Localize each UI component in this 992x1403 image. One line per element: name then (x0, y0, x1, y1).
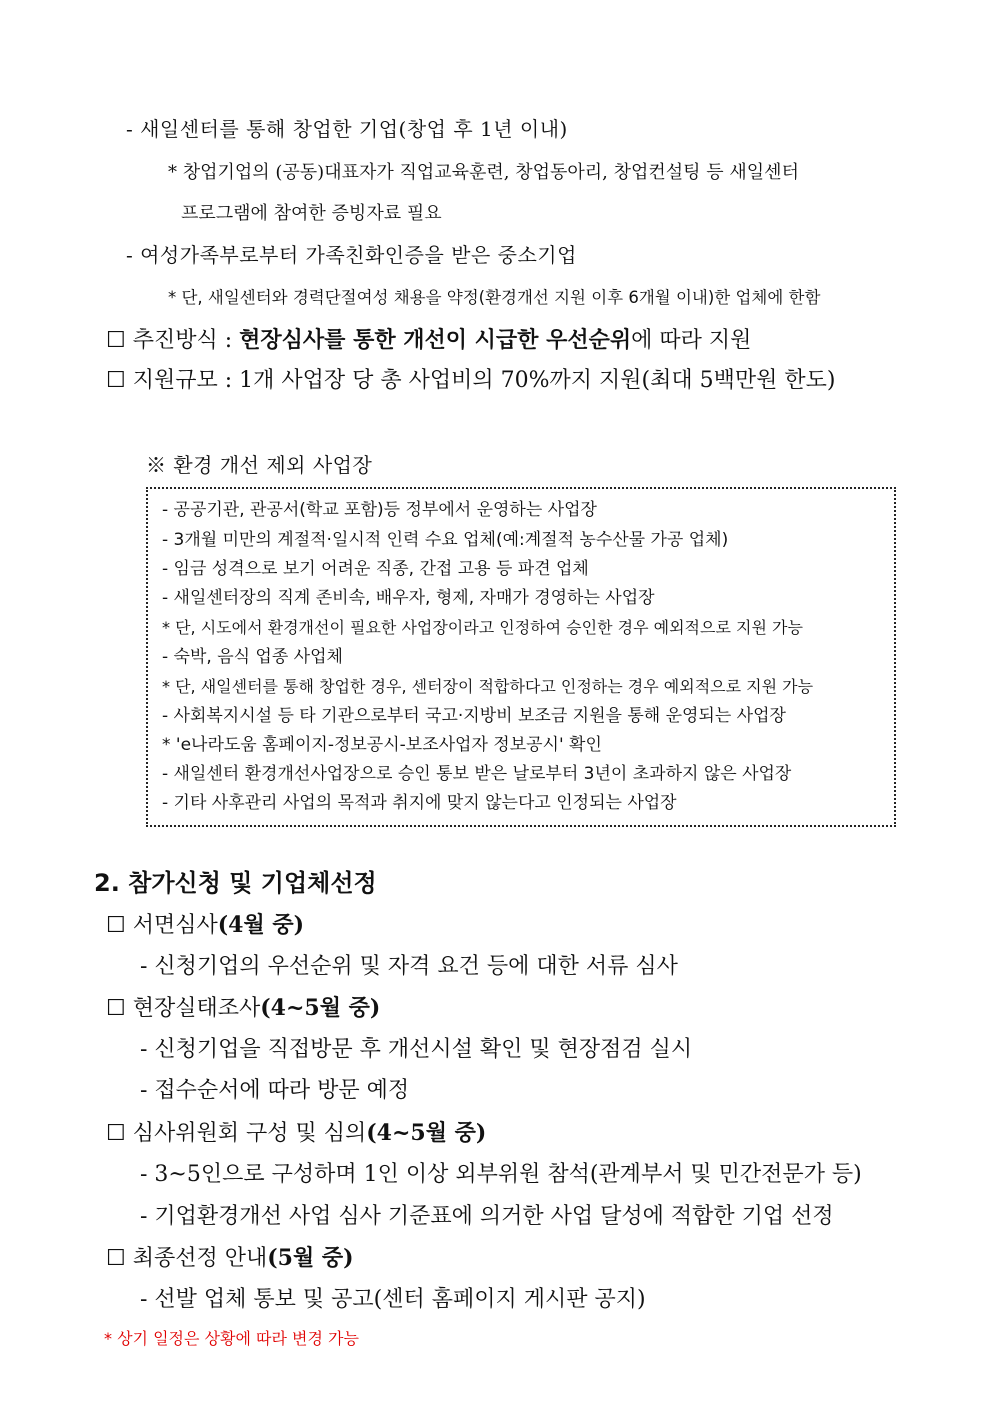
exclusion-item: - 임금 성격으로 보기 어려운 직종, 간접 고용 등 파견 업체 (162, 559, 589, 579)
step-site-survey (106, 995, 380, 1022)
step-detail: - 선발 업체 통보 및 공고(센터 홈페이지 게시판 공지) (140, 1287, 646, 1312)
schedule-footnote: * 상기 일정은 상황에 따라 변경 가능 (104, 1329, 359, 1348)
step-label: 서면심사 (132, 913, 218, 938)
scale-line (106, 368, 835, 394)
exclusion-item: - 새일센터장의 직계 존비속, 배우자, 형제, 자매가 경영하는 사업장 (162, 588, 655, 608)
method-label: 추진방식 : (132, 328, 240, 353)
checkbox-icon: ☐ (106, 328, 126, 353)
scale-text: 지원규모 : 1개 사업장 당 총 사업비의 70%까지 지원(최대 5백만원 한도) (132, 368, 836, 393)
checkbox-icon: ☐ (106, 1246, 126, 1271)
exclusion-item: - 기타 사후관리 사업의 목적과 취지에 맞지 않는다고 인정되는 사업장 (162, 793, 677, 813)
step-detail: - 기업환경개선 사업 심사 기준표에 의거한 사업 달성에 적합한 기업 선정 (140, 1204, 834, 1229)
step-detail: - 신청기업을 직접방문 후 개선시설 확인 및 현장점검 실시 (140, 1037, 693, 1062)
checkbox-icon: ☐ (106, 1121, 126, 1146)
step-detail: - 신청기업의 우선순위 및 자격 요건 등에 대한 서류 심사 (140, 954, 678, 979)
step-period: (4~5월 중) (260, 995, 381, 1021)
exclusion-item: - 공공기관, 관공서(학교 포함)등 정부에서 운영하는 사업장 (162, 500, 597, 520)
step-label: 심사위원회 구성 및 심의 (132, 1121, 367, 1146)
method-rest: 에 따라 지원 (631, 328, 752, 353)
checkbox-icon: ☐ (106, 913, 126, 938)
exclusion-item: - 사회복지시설 등 타 기관으로부터 국고·지방비 보조금 지원을 통해 운영되는 사업장 (162, 706, 786, 726)
step-label: 최종선정 안내 (132, 1246, 268, 1271)
checkbox-icon: ☐ (106, 996, 126, 1021)
exclusion-item: - 숙박, 음식 업종 사업체 (162, 647, 343, 667)
step-label: 현장실태조사 (132, 996, 261, 1021)
step-final-selection (106, 1245, 354, 1272)
checkbox-icon: ☐ (106, 368, 126, 393)
step-detail: - 접수순서에 따라 방문 예정 (140, 1078, 410, 1103)
eligibility-note-startup-line2: 프로그램에 참여한 증빙자료 필요 (181, 203, 442, 224)
step-period: (4월 중) (217, 912, 305, 938)
step-document-review (106, 912, 304, 939)
step-committee (106, 1120, 486, 1147)
exclusion-item: - 3개월 미만의 계절적·일시적 인력 수요 업체(예:계절적 농수산물 가공 업체) (162, 530, 729, 550)
exclusion-title: ※ 환경 개선 제외 사업장 (146, 453, 373, 477)
exclusion-note: * 'e나라도움 홈페이지-정보공시-보조사업자 정보공시' 확인 (162, 735, 602, 755)
step-period: (4~5월 중) (366, 1120, 487, 1146)
eligibility-item-family-friendly: - 여성가족부로부터 가족친화인증을 받은 중소기업 (126, 243, 577, 267)
step-detail: - 3~5인으로 구성하며 1인 이상 외부위원 참석(관계부서 및 민간전문가 등) (140, 1162, 862, 1187)
eligibility-note-startup-line1: * 창업기업의 (공동)대표자가 직업교육훈련, 창업동아리, 창업컨설팅 등 새일센터 (168, 162, 799, 183)
section-heading: 2. 참가신청 및 기업체선정 (94, 869, 377, 897)
step-period: (5월 중) (267, 1245, 354, 1271)
exclusion-item: - 새일센터 환경개선사업장으로 승인 통보 받은 날로부터 3년이 초과하지 않은 사업장 (162, 764, 792, 784)
exclusion-note: * 단, 시도에서 환경개선이 필요한 사업장이라고 인정하여 승인한 경우 예외적으로 지원 가능 (162, 618, 803, 637)
eligibility-note-family-friendly: * 단, 새일센터와 경력단절여성 채용을 약정(환경개선 지원 이후 6개월 이내)한 업체에 한함 (168, 288, 821, 307)
method-line (106, 327, 751, 354)
method-emphasis: 현장심사를 통한 개선이 시급한 우선순위 (239, 327, 632, 353)
eligibility-item-startup: - 새일센터를 통해 창업한 기업(창업 후 1년 이내) (126, 117, 568, 141)
exclusion-note: * 단, 새일센터를 통해 창업한 경우, 센터장이 적합하다고 인정하는 경우 예외적으로 지원 가능 (162, 677, 814, 696)
